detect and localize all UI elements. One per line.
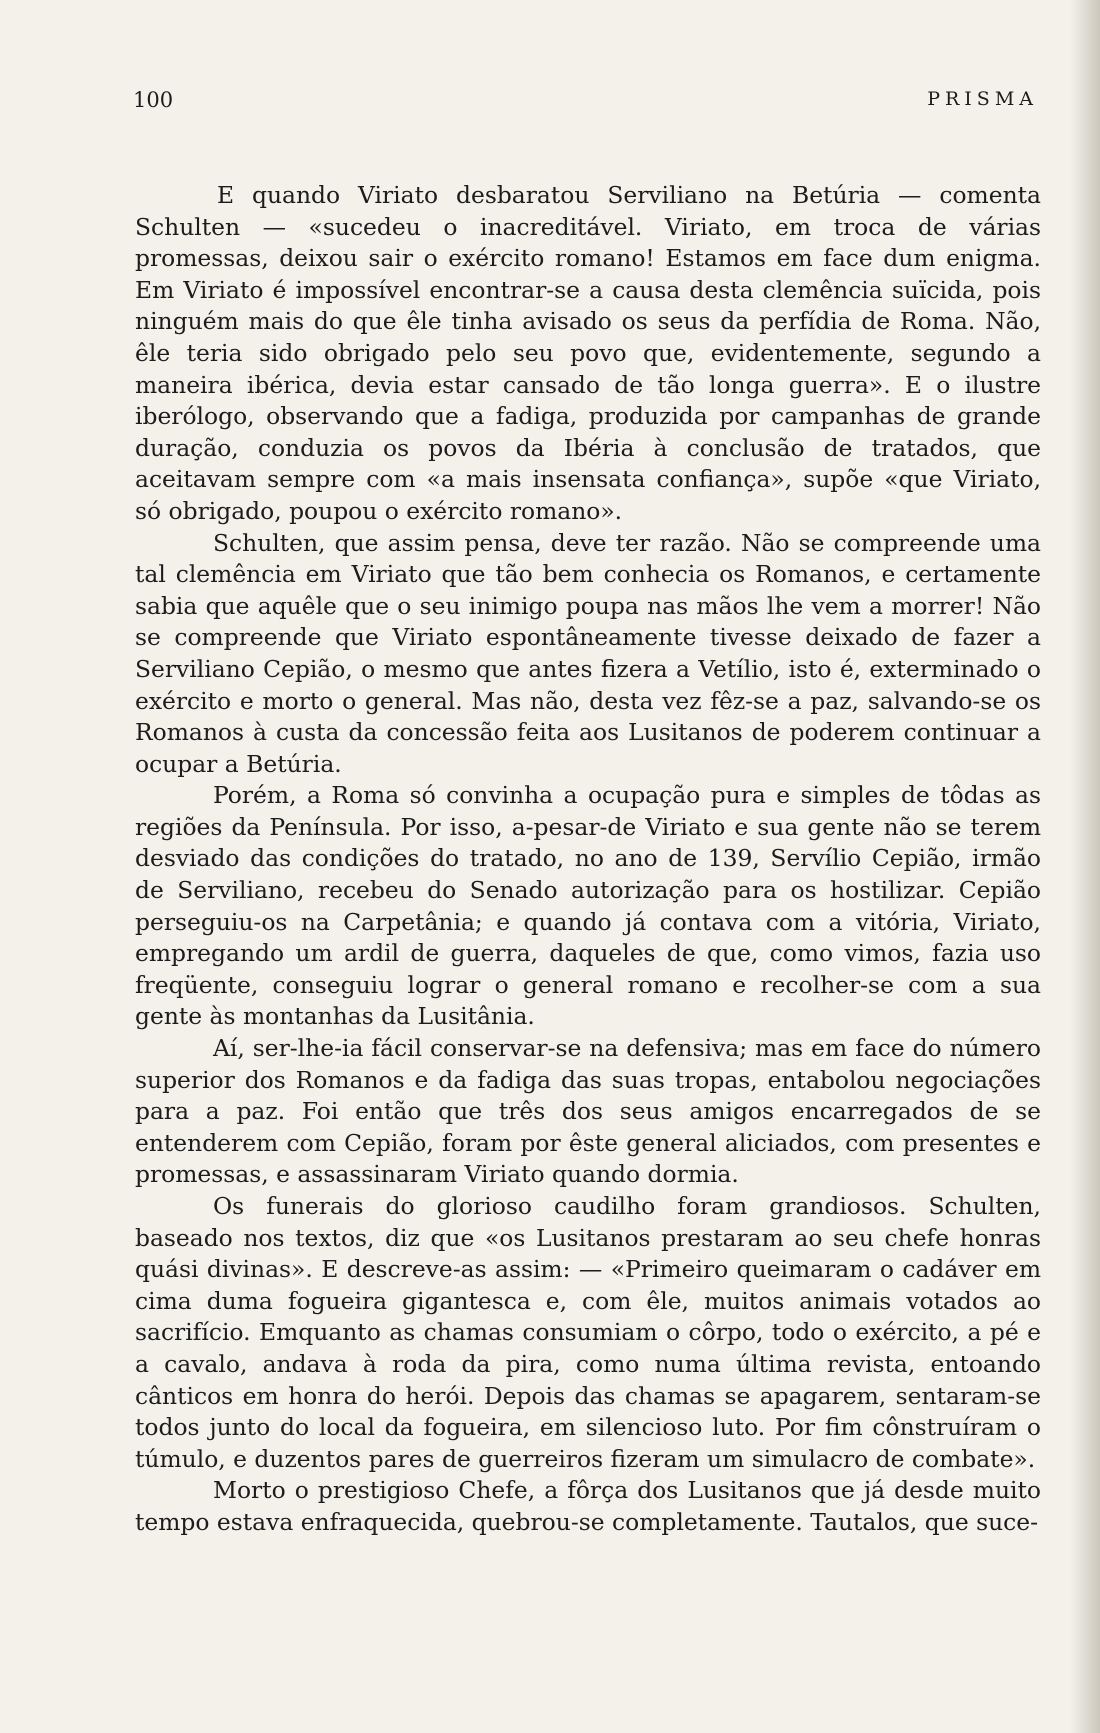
paragraph-1: E quando Viriato desbaratou Serviliano na Betúria — comenta Schulten — «sucedeu o inacreditável. Viriato, em troca de várias promessas, deixou sair o exército romano! Estamos em face dum enigma. Em Viriato é impossível encontrar-se a causa desta clemência suïcida, pois ninguém mais do que êle tinha avisado os seus da perfídia de Roma. Não, êle teria sido obrigado pelo seu povo que, evidentemente, segundo a maneira ibérica, devia estar cansado de tão longa guerra». E o ilustre iberólogo, observando que a fadiga, produzida por campanhas de grande duração, conduzia os povos da Ibéria à conclusão de tratados, que aceitavam sempre com «a mais insensata confiança», supõe «que Viriato, só obrigado, poupou o exército romano». bbox=[135, 181, 1041, 525]
page-header bbox=[133, 88, 1038, 118]
paragraph-4: Aí, ser-lhe-ia fácil conservar-se na defensiva; mas em face do número superior dos Romanos e da fadiga das suas tropas, entabolou negociações para a paz. Foi então que três dos seus amigos encarregados de se entenderem com Cepião, foram por êste general aliciados, com presentes e promessas, e assassinaram Viriato quando dormia. bbox=[135, 1034, 1041, 1189]
body-text bbox=[135, 180, 1041, 1539]
paragraph-3: Porém, a Roma só convinha a ocupação pura e simples de tôdas as regiões da Península. Por isso, a-pesar-de Viriato e sua gente não se terem desviado das condições do tratado, no ano de 139, Servílio Cepião, irmão de Serviliano, recebeu do Senado autorização para os hostilizar. Cepião perseguiu-os na Carpetânia; e quando já contava com a vitória, Viriato, empregando um ardil de guerra, daqueles de que, como vimos, fazia uso freqüente, conseguiu lograr o general romano e recolher-se com a sua gente às montanhas da Lusitânia. bbox=[135, 781, 1041, 1031]
paragraph-5: Os funerais do glorioso caudilho foram grandiosos. Schulten, baseado nos textos, diz que «os Lusitanos prestaram ao seu chefe honras quási divinas». E descreve-as assim: — «Primeiro queimaram o cadáver em cima duma fogueira gigantesca e, com êle, muitos animais votados ao sacrifício. Emquanto as chamas consumiam o côrpo, todo o exército, a pé e a cavalo, andava à roda da pira, como numa última revista, entoando cânticos em honra do herói. Depois das chamas se apagarem, sentaram-se todos junto do local da fogueira, em silencioso luto. Por fim cônstruíram o túmulo, e duzentos pares de guerreiros fizeram um simulacro de combate». bbox=[135, 1192, 1041, 1473]
paragraph-6: Morto o prestigioso Chefe, a fôrça dos Lusitanos que já desde muito tempo estava enfraquecida, quebrou-se completamente. Tautalos, que suce- bbox=[135, 1476, 1041, 1536]
page-number: 100 bbox=[133, 88, 174, 112]
paragraph-2: Schulten, que assim pensa, deve ter razão. Não se compreende uma tal clemência em Viriato que tão bem conhecia os Romanos, e certamente sabia que aquêle que o seu inimigo poupa nas mãos lhe vem a morrer! Não se compreende que Viriato espontâneamente tivesse deixado de fazer a Serviliano Cepião, o mesmo que antes fizera a Vetílio, isto é, exterminado o exército e morto o general. Mas não, desta vez fêz-se a paz, salvando-se os Romanos à custa da concessão feita aos Lusitanos de poderem continuar a ocupar a Betúria. bbox=[135, 528, 1041, 778]
page-edge-shadow bbox=[1070, 0, 1100, 1733]
running-title: PRISMA bbox=[927, 88, 1038, 110]
